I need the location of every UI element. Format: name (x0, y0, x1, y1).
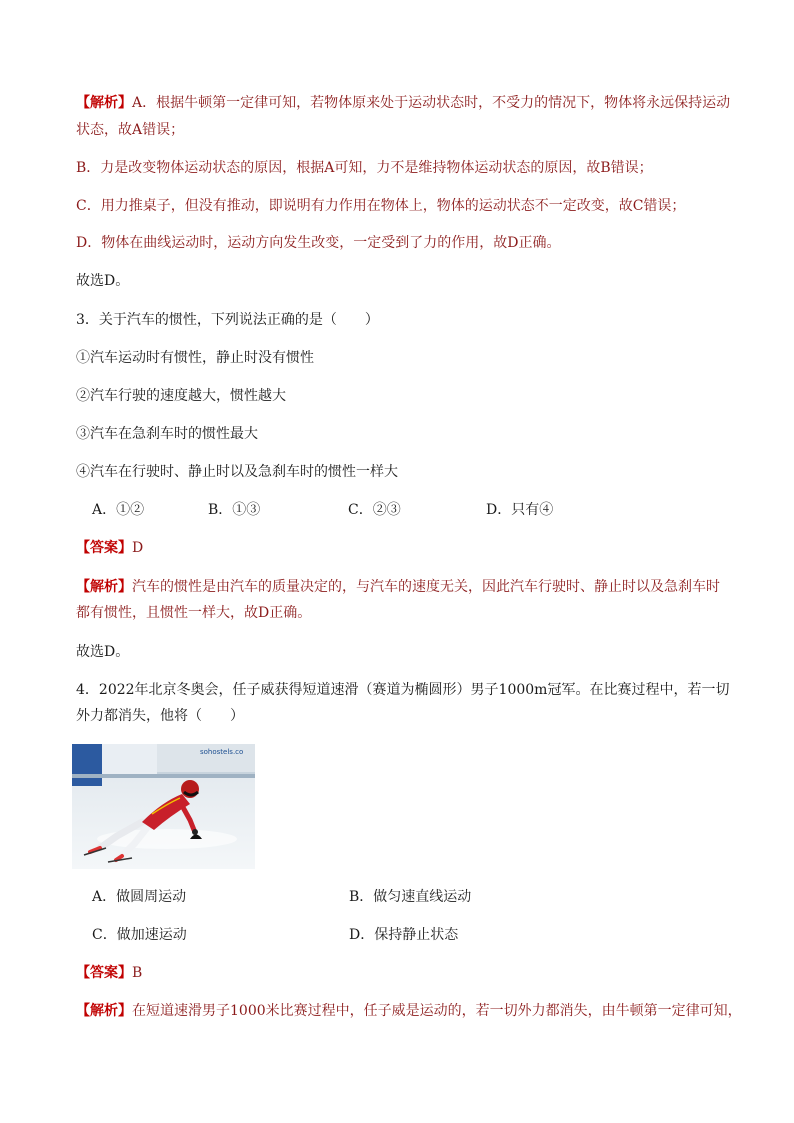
q3-option-b: B．①③ (208, 502, 261, 518)
q3-option-a: A．①② (92, 502, 145, 518)
analysis-tag: 【解析】 (76, 95, 132, 111)
q4-answer: 【答案】B (76, 965, 143, 981)
q4-analysis-line-1: 【解析】在短道速滑男子1000米比赛过程中，任子威是运动的，若一切外力都消失，由牛顿第一定律可知， (76, 1003, 742, 1019)
q4-option-b: B．做匀速直线运动 (349, 889, 472, 905)
q4-option-d: D．保持静止状态 (349, 927, 459, 943)
q4-stem-line-1: 4．2022年北京冬奥会，任子威获得短道速滑（赛道为椭圆形）男子1000m冠军。在比赛过程中，若一切 (76, 682, 730, 698)
q3-statement-3: ③汽车在急刹车时的惯性最大 (76, 426, 258, 442)
q3-stem: 3．关于汽车的惯性，下列说法正确的是（ ） (76, 312, 379, 328)
analysis-line-1: 【解析】A．根据牛顿第一定律可知，若物体原来处于运动状态时，不受力的情况下，物体将永远保持运动 (76, 95, 731, 111)
q3-analysis-line-1: 【解析】汽车的惯性是由汽车的质量决定的，与汽车的速度无关，因此汽车行驶时、静止时以及急刹车时 (76, 579, 720, 595)
q4-option-a: A．做圆周运动 (92, 889, 187, 905)
analysis-line-4: C．用力推桌子，但没有推动，即说明有力作用在物体上，物体的运动状态不一定改变，故C错误； (76, 198, 686, 214)
q3-option-c: C．②③ (348, 502, 401, 518)
q3-statement-1: ①汽车运动时有惯性，静止时没有惯性 (76, 350, 314, 366)
analysis-line-3: B．力是改变物体运动状态的原因，根据A可知，力不是维持物体运动状态的原因，故B错误； (76, 160, 653, 176)
speed-skater-photo (72, 744, 255, 869)
q4-option-c: C．做加速运动 (92, 927, 187, 943)
q3-analysis-line-2: 都有惯性，且惯性一样大，故D正确。 (76, 605, 312, 621)
q3-statement-2: ②汽车行驶的速度越大，惯性越大 (76, 388, 286, 404)
q3-answer: 【答案】D (76, 540, 144, 556)
analysis-line-5: D．物体在曲线运动时，运动方向发生改变，一定受到了力的作用，故D正确。 (76, 235, 561, 251)
svg-text:sohostels.co: sohostels.co (200, 748, 244, 756)
q3-option-d: D．只有④ (486, 502, 554, 518)
speed-skater-illustration (72, 744, 255, 869)
analysis-line-2: 状态，故A错误； (76, 122, 185, 138)
choice-conclusion-2: 故选D。 (76, 644, 130, 660)
q3-statement-4: ④汽车在行驶时、静止时以及急刹车时的惯性一样大 (76, 464, 398, 480)
choice-conclusion-1: 故选D。 (76, 273, 130, 289)
q4-stem-line-2: 外力都消失，他将（ ） (76, 708, 244, 724)
